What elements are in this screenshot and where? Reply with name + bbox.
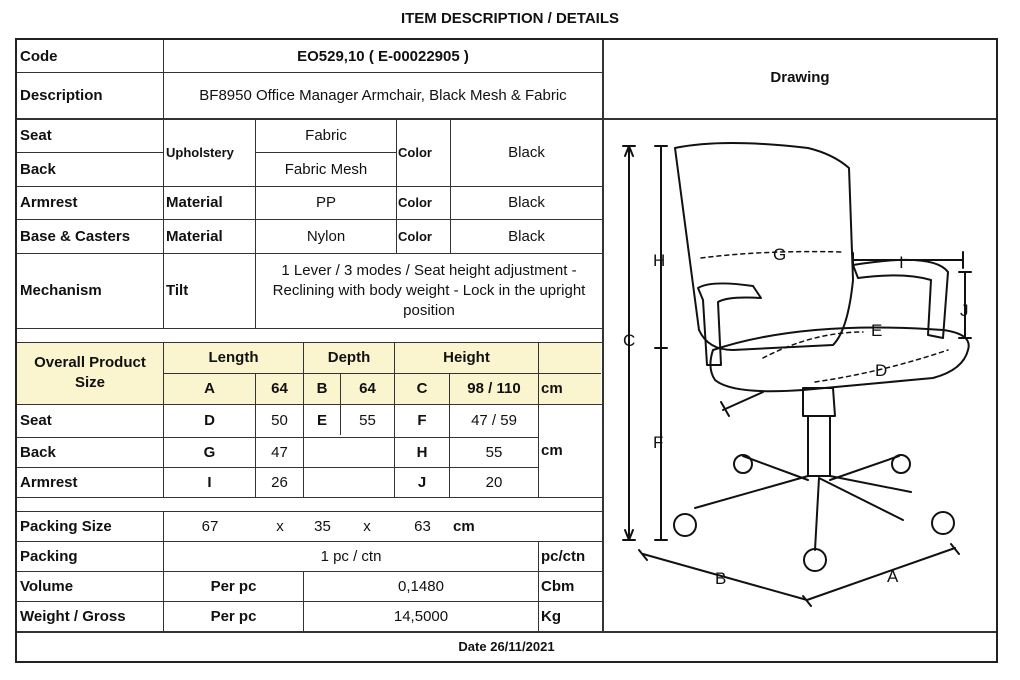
overall-size-label: Overall Product Size [34, 354, 146, 391]
description-label: Description [20, 86, 103, 104]
caster-4 [734, 455, 752, 473]
drawing-label: Drawing [770, 69, 830, 86]
label-e: E [871, 321, 883, 340]
base-label: Base & Casters [20, 227, 131, 245]
label-b: B [715, 569, 727, 588]
height-label: Height [443, 348, 490, 366]
volume-unit: Cbm [541, 577, 575, 595]
mechanism-label: Mechanism [20, 282, 102, 299]
dim-f-letter: F [417, 412, 427, 429]
dim-d-letter: D [204, 412, 215, 429]
dim-a-value: 64 [271, 380, 288, 397]
base-material-label: Material [166, 227, 223, 245]
page-title: ITEM DESCRIPTION / DETAILS [400, 10, 620, 27]
caster-1 [674, 514, 696, 536]
dim-f-value: 47 / 59 [471, 412, 517, 429]
label-g: G [773, 245, 787, 264]
packing-size-label: Packing Size [20, 517, 112, 535]
seat-material: Fabric [305, 127, 347, 144]
armrest-color-label: Color [398, 195, 432, 210]
dim-c-value: 98 / 110 [467, 380, 521, 397]
size-unit: cm [541, 442, 563, 459]
label-f: F [653, 433, 664, 452]
dim-i-value: 26 [271, 473, 288, 491]
label-a: A [887, 567, 899, 586]
color-label: Color [398, 145, 432, 160]
base-color: Black [508, 227, 545, 245]
upholstery-label: Upholstery [166, 145, 234, 160]
packing-x1: x [276, 517, 284, 535]
dim-g-value: 47 [271, 443, 288, 461]
mechanism-type: Tilt [166, 282, 189, 299]
label-h: H [653, 251, 666, 270]
label-d: D [875, 361, 888, 380]
mechanism [803, 388, 835, 416]
armrest-label: Armrest [20, 194, 78, 211]
depth-label: Depth [327, 348, 371, 366]
size-armrest-label: Armrest [20, 473, 78, 491]
packing-x2: x [363, 517, 371, 535]
weight-unit: Kg [541, 607, 561, 625]
dim-g-letter: G [203, 443, 216, 461]
label-i: I [899, 253, 904, 272]
back-material: Fabric Mesh [284, 160, 368, 178]
seat-label: Seat [20, 127, 52, 144]
dim-a-letter: A [204, 380, 215, 397]
volume-label: Volume [20, 577, 74, 595]
packing-width: 35 [314, 517, 331, 535]
upholstery-color: Black [508, 144, 545, 161]
packing-unit: pc/ctn [541, 547, 586, 565]
packing-label: Packing [20, 547, 78, 565]
weight-per: Per pc [210, 607, 257, 625]
backrest [675, 143, 853, 350]
armrest-material: PP [315, 194, 336, 211]
dim-j-value: 20 [485, 473, 503, 491]
weight-value: 14,5000 [393, 607, 449, 625]
code-label: Code [20, 48, 58, 65]
packing-value: 1 pc / ctn [320, 547, 382, 565]
dim-j-letter: J [417, 473, 427, 491]
weight-label: Weight / Gross [20, 607, 126, 625]
dim-line-g [701, 252, 843, 258]
packing-length: 67 [201, 517, 219, 535]
dim-h-letter: H [416, 443, 428, 461]
dim-e-value: 55 [359, 412, 376, 429]
base-material: Nylon [306, 227, 346, 245]
dim-h-value: 55 [485, 443, 503, 461]
dim-line-a-b [643, 548, 955, 600]
code-value: EO529,10 ( E-00022905 ) [297, 48, 469, 65]
armrest-color: Black [508, 194, 545, 211]
armrest-left [698, 283, 761, 365]
armrest-material-label: Material [166, 194, 223, 211]
date-footer: Date 26/11/2021 [458, 639, 555, 654]
caster-5 [892, 455, 910, 473]
dim-c-letter: C [416, 380, 428, 397]
length-label: Length [208, 348, 259, 366]
dim-e-letter: E [316, 412, 327, 429]
mechanism-value: 1 Lever / 3 modes / Seat height adjustment - Reclining with body weight - Lock in the upright position [272, 262, 586, 319]
packing-size-unit: cm [453, 517, 475, 535]
caster-3 [932, 512, 954, 534]
size-back-label: Back [20, 443, 56, 461]
base-color-label: Color [398, 228, 432, 244]
dim-b-value: 64 [359, 380, 376, 397]
caster-2 [804, 549, 826, 571]
gas-lift [808, 416, 830, 476]
packing-height: 63 [414, 517, 431, 535]
size-seat-label: Seat [20, 412, 52, 429]
label-c: C [623, 331, 636, 350]
description-value: BF8950 Office Manager Armchair, Black Mesh & Fabric [199, 86, 567, 104]
label-j: J [960, 301, 969, 320]
overall-unit: cm [541, 380, 563, 397]
back-label: Back [20, 160, 56, 178]
base-star [695, 456, 911, 550]
volume-per: Per pc [210, 577, 257, 595]
dim-b-letter: B [316, 380, 328, 397]
volume-value: 0,1480 [398, 577, 444, 595]
dim-i-letter: I [207, 473, 212, 491]
dim-d-value: 50 [271, 412, 288, 429]
chair-drawing [603, 120, 996, 630]
